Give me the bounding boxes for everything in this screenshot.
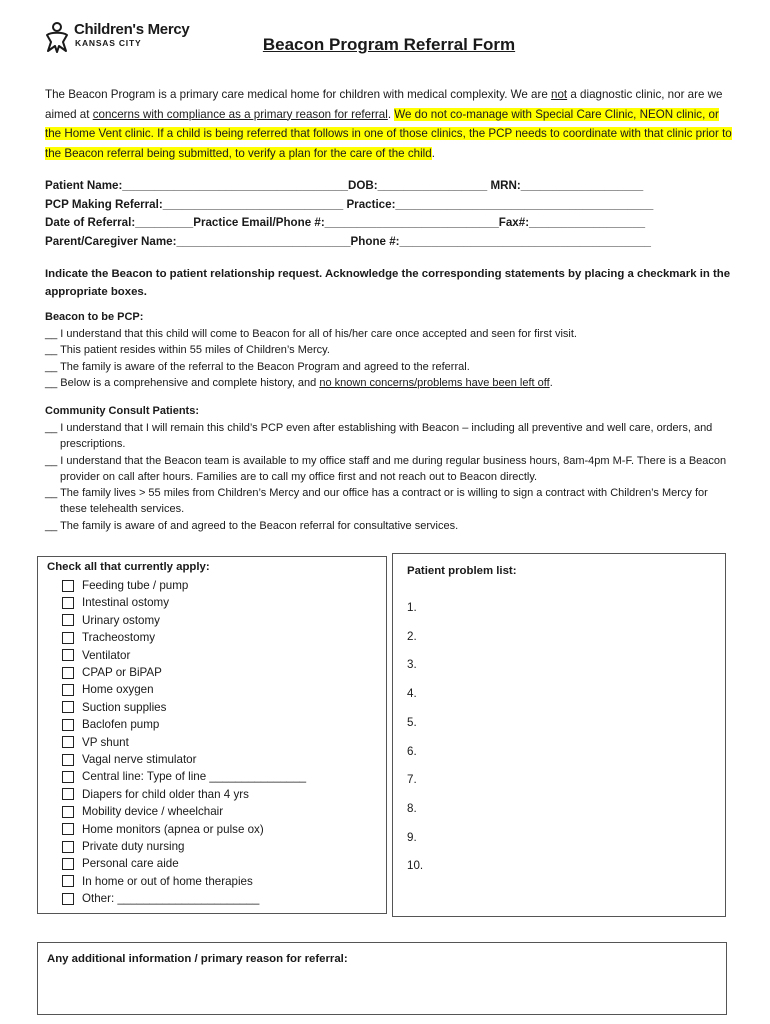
field-line-pcp[interactable]: PCP Making Referral:____________________________ Practice:________________________________________ [45,197,654,211]
checklist-item-label: Central line: Type of line _______________ [82,770,307,784]
pcp-statement-1[interactable]: __ I understand that this child will come to Beacon for all of his/her care once accepted and seen for first visit. [45,328,577,340]
checklist-item-label: VP shunt [82,735,129,749]
checklist-item[interactable] [62,823,264,836]
field-line-parent[interactable]: Parent/Caregiver Name:___________________________Phone #:_______________________________________ [45,234,651,248]
pcp-section-heading: Beacon to be PCP: [45,311,144,323]
checkbox[interactable] [62,632,74,644]
checkbox[interactable] [62,719,74,731]
checklist-title: Check all that currently apply: [47,561,210,573]
checkbox[interactable] [62,614,74,626]
checklist-item[interactable] [62,892,259,905]
checklist-item-label: Home monitors (apnea or pulse ox) [82,822,264,836]
checkbox[interactable] [62,788,74,800]
checklist-item[interactable] [62,579,188,592]
consult-section-heading: Community Consult Patients: [45,405,200,417]
problem-list-line[interactable]: 10. [407,859,424,873]
checklist-item[interactable] [62,736,129,749]
checkbox[interactable] [62,841,74,853]
checklist-item[interactable] [62,631,155,644]
problem-list-line[interactable]: 2. [407,629,417,643]
checkbox[interactable] [62,701,74,713]
field-line-patient[interactable]: Patient Name:___________________________________DOB:_________________ MRN:___________________ [45,179,644,192]
checkbox[interactable] [62,806,74,818]
checklist-item-label: CPAP or BiPAP [82,666,162,679]
checklist-item[interactable] [62,596,169,609]
checklist-item-label: Feeding tube / pump [82,579,189,592]
problem-list-line[interactable]: 1. [407,601,417,614]
checklist-item[interactable] [62,718,159,731]
checklist-item[interactable] [62,857,179,870]
pcp-statement-4-underlined: no known concerns/problems have been left off [319,376,550,389]
checklist-item-label: Personal care aide [82,857,179,871]
checklist-item[interactable] [62,753,197,766]
checklist-item[interactable] [62,683,154,696]
checkbox[interactable] [62,580,74,592]
consult-statement-2[interactable]: __ I understand that the Beacon team is available to my office staff and me during regular business hours, 8am-4pm M-F. There is a Beacon provider on call after hours. Families are to call my office first and not reach out to Beacon directly. [45,454,727,483]
checklist-item-label: Tracheostomy [82,631,156,645]
checklist-item[interactable] [62,701,166,714]
checkbox[interactable] [62,597,74,609]
form-title: Beacon Program Referral Form [262,35,516,54]
problem-list-box [392,553,726,917]
pcp-statement-3[interactable]: __ The family is aware of the referral to the Beacon Program and agreed to the referral. [45,360,470,373]
field-line-referral-date[interactable]: Date of Referral:_________Practice Email/Phone #:___________________________Fax#:__________________ [45,216,646,229]
checklist-item[interactable] [62,875,253,888]
checklist-item-label: Vagal nerve stimulator [82,753,197,766]
checklist-item-label: Intestinal ostomy [82,596,169,610]
intro-concerns: concerns with compliance as a primary reason for referral [92,107,388,121]
problem-list-line[interactable]: 8. [407,801,417,815]
pcp-statement-4-b: . [549,376,553,389]
checklist-item-label: Other: ______________________ [82,892,260,906]
problem-list-title: Patient problem list: [407,565,517,577]
problem-list-line[interactable]: 4. [407,687,417,701]
problem-list-line[interactable]: 7. [407,773,417,787]
checkbox[interactable] [62,649,74,661]
checkbox[interactable] [62,823,74,835]
consult-statement-1[interactable]: __ I understand that I will remain this child’s PCP even after establishing with Beacon – including all preventive and well care, orders, and prescriptions. [45,422,713,451]
consult-statements [45,420,735,534]
checkbox[interactable] [62,736,74,748]
checklist-item-label: Mobility device / wheelchair [82,805,224,819]
checklist-item-label: Suction supplies [82,700,167,714]
logo-name: Children's Mercy [74,21,190,38]
checklist-item-label: Ventilator [82,648,131,662]
problem-list-line[interactable]: 3. [407,658,417,672]
consult-statement-4[interactable]: __ The family is aware of and agreed to the Beacon referral for consultative services. [45,519,459,532]
consult-statement-3[interactable]: __ The family lives > 55 miles from Children’s Mercy and our office has a contract or is willing to sign a contract with Children’s Mercy for these telehealth services. [45,487,708,516]
checklist-item-label: Urinary ostomy [82,613,160,627]
intro-text-1: The Beacon Program is a primary care medical home for children with medical complexity. We are [45,88,552,101]
checklist-item-label: Private duty nursing [82,840,185,853]
pcp-statement-4-a: __ Below is a comprehensive and complete history, and [45,376,320,389]
problem-list-line[interactable]: 9. [407,830,417,844]
checklist-item-label: Diapers for child older than 4 yrs [82,787,249,801]
checklist-item[interactable] [62,788,249,801]
checkbox[interactable] [62,893,74,905]
relationship-instructions: Indicate the Beacon to patient relationship request. Acknowledge the corresponding statements by placing a checkmark in the appropriate boxes. [45,268,731,298]
intro-not: not [551,88,568,101]
intro-text-3: . [387,107,395,121]
checklist-item[interactable] [62,805,223,818]
pcp-statement-2[interactable]: __ This patient resides within 55 miles of Children’s Mercy. [45,344,330,357]
checkbox[interactable] [62,858,74,870]
checklist-item[interactable] [62,614,160,627]
patient-fields [45,177,735,251]
checklist-item[interactable] [62,770,306,783]
checklist-item[interactable] [62,649,130,662]
checklist-item[interactable] [62,666,162,679]
problem-list-line[interactable]: 6. [407,744,417,758]
intro-end: . [431,146,435,160]
checkbox[interactable] [62,754,74,766]
checkbox[interactable] [62,684,74,696]
pcp-statement-4[interactable] [45,375,735,391]
checkbox[interactable] [62,667,74,679]
checklist-item-label: Home oxygen [82,683,154,697]
problem-list-line[interactable]: 5. [407,715,417,729]
logo-subtitle: KANSAS CITY [75,38,142,48]
checkbox[interactable] [62,771,74,783]
intro-highlight: We do not co-manage with Special Care Clinic, NEON clinic, or the Home Vent clinic. If a child is being referred that follows in one of those clinics, the PCP needs to coordinate with that clinic prior to the Beacon referral being submitted, to verify a plan for the care of the child [45,107,732,160]
intro-paragraph [45,85,735,163]
checkbox[interactable] [62,875,74,887]
checklist-item[interactable] [62,840,184,853]
checklist-item-label: Baclofen pump [82,718,160,732]
additional-info-title: Any additional information / primary reason for referral: [47,953,348,965]
pcp-statements [45,326,735,391]
checklist-item-label: In home or out of home therapies [82,874,253,888]
intro-text-2: a diagnostic clinic, nor are we aimed at [45,88,723,121]
